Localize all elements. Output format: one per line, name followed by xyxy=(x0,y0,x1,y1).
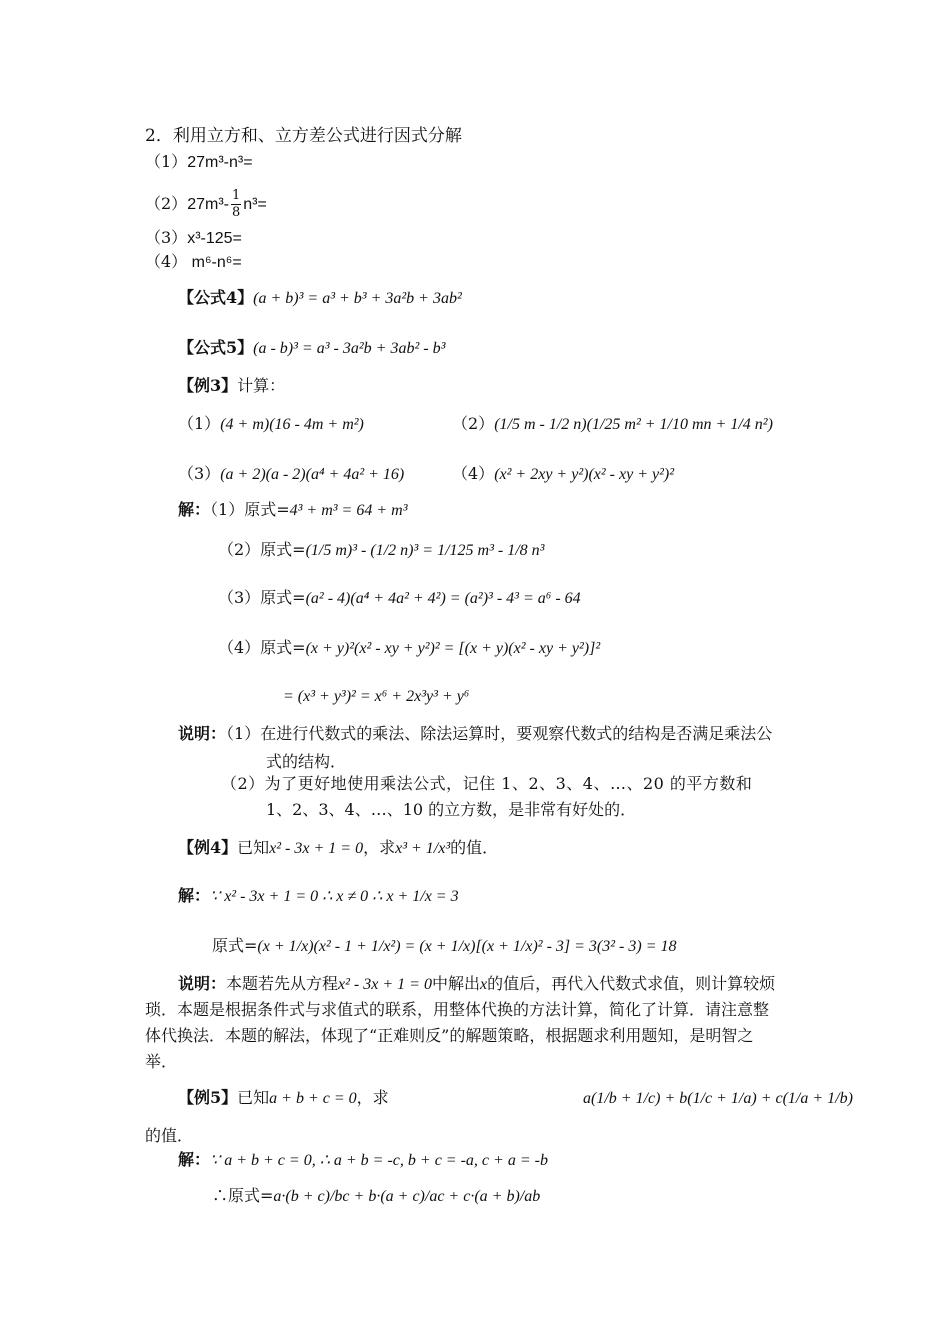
formula-expr: (a - b)³ = a³ - 3a²b + 3ab² - b³ xyxy=(253,340,446,357)
exercise-label: （4） xyxy=(145,252,188,271)
item-label: （4） xyxy=(452,464,495,483)
formula-5 xyxy=(178,338,445,359)
item-expr: (4 + m)(16 - 4m + m²) xyxy=(220,416,364,433)
exercise-3 xyxy=(145,228,242,249)
note-label: 说明： xyxy=(178,724,227,743)
exercise-label: （1） xyxy=(145,152,188,171)
example-5 xyxy=(178,1088,389,1109)
note-1-line-1 xyxy=(178,724,772,744)
example-text: ，求 xyxy=(356,1088,389,1107)
note-text: （1）在进行代数式的乘法、除法运算时，要观察代数式的结构是否满足乘法公 xyxy=(226,724,773,743)
condition-expr: x² - 3x + 1 = 0 xyxy=(269,840,364,857)
example-3-item-2 xyxy=(452,414,773,435)
target-expr: a(1/b + 1/c) + b(1/c + 1/a) + c(1/a + 1/b) xyxy=(583,1090,853,1107)
step-expr: ∵ x² - 3x + 1 = 0 ∴ x ≠ 0 ∴ x + 1/x = 3 xyxy=(210,888,459,905)
item-label: （3） xyxy=(178,464,221,483)
exercise-2 xyxy=(145,188,267,228)
variable: x xyxy=(479,976,488,993)
exercise-expr: m⁶-n⁶= xyxy=(187,254,242,271)
fraction-numerator: 1 xyxy=(231,188,241,203)
step-expr: (x + y)²(x² - xy + y²)² = [(x + y)(x² - xy + y²)]² xyxy=(305,640,601,657)
step-label: （4）原式= xyxy=(218,638,306,657)
example-label: 【例4】 xyxy=(178,838,238,857)
fraction xyxy=(231,188,241,221)
example-text: 的值． xyxy=(450,838,499,857)
formula-label: 【公式5】 xyxy=(178,338,254,357)
step-expr: = (x³ + y³)² = x⁶ + 2x³y³ + y⁶ xyxy=(283,688,470,705)
solution-3-line-1 xyxy=(178,500,408,521)
target-expr: x³ + 1/x³ xyxy=(395,840,451,857)
solution-3-line-5 xyxy=(283,686,469,707)
example-3-item-4 xyxy=(452,464,674,485)
step-label: （2）原式= xyxy=(218,540,306,559)
example-label: 【例5】 xyxy=(178,1088,238,1107)
note-text: 的值后，再代入代数式求值，则计算较烦 xyxy=(487,974,776,993)
step-expr: ∵ a + b + c = 0, ∴ a + b = -c, b + c = -a, c + a = -b xyxy=(210,1152,548,1169)
exercise-expr: 27m³-n³= xyxy=(187,154,253,171)
item-label: （2） xyxy=(452,414,495,433)
note-2-line-1 xyxy=(178,974,775,995)
note-text: 本题若先从方程 xyxy=(226,974,339,993)
note-label: 说明： xyxy=(178,974,227,993)
solution-3-line-4 xyxy=(218,638,600,659)
solution-3-line-2 xyxy=(218,540,544,561)
item-expr: (1/5 m - 1/2 n)(1/25 m² + 1/10 mn + 1/4 n²) xyxy=(494,416,773,433)
note-2-line-3: 体代换法．本题的解法，体现了“正难则反”的解题策略，根据题求利用题知，是明智之 xyxy=(145,1026,754,1045)
example-text: ，求 xyxy=(363,838,396,857)
note-2-line-2: 琐．本题是根据条件式与求值式的联系，用整体代换的方法计算，简化了计算．请注意整 xyxy=(145,1000,770,1019)
example-4 xyxy=(178,838,498,859)
exercise-label: （3） xyxy=(145,228,188,247)
step-expr: (1/5 m)³ - (1/2 n)³ = 1/125 m³ - 1/8 n³ xyxy=(305,542,545,559)
step-label: （3）原式= xyxy=(218,588,306,607)
step-expr: (x + 1/x)(x² - 1 + 1/x²) = (x + 1/x)[(x + 1/x)² - 3] = 3(3² - 3) = 18 xyxy=(257,938,677,955)
note-1-line-3: （2）为了更好地使用乘法公式，记住 1、2、3、4、…、20 的平方数和 xyxy=(221,774,753,793)
solution-5-line-1 xyxy=(178,1150,548,1171)
item-label: （1） xyxy=(178,414,221,433)
item-expr: (x² + 2xy + y²)(x² - xy + y²)² xyxy=(494,466,675,483)
solution-3-line-3 xyxy=(218,588,581,609)
item-expr: (a + 2)(a - 2)(a⁴ + 4a² + 16) xyxy=(220,466,405,483)
exercise-4 xyxy=(145,252,242,273)
equation: x² - 3x + 1 = 0 xyxy=(338,976,432,993)
step-expr: 4³ + m³ = 64 + m³ xyxy=(289,502,408,519)
example-3-heading xyxy=(178,376,285,396)
example-5-target xyxy=(583,1088,853,1109)
solution-4-line-2 xyxy=(212,936,677,957)
example-3-item-3 xyxy=(178,464,404,485)
step-label: 原式= xyxy=(212,936,258,955)
condition-expr: a + b + c = 0 xyxy=(269,1090,357,1107)
step-label: ∴原式= xyxy=(212,1186,274,1205)
example-5-end: 的值． xyxy=(145,1126,194,1145)
note-1-line-4: 1、2、3、4、…、10 的立方数，是非常有好处的． xyxy=(266,800,637,819)
note-2-line-4: 举． xyxy=(145,1052,178,1071)
exercise-1 xyxy=(145,152,253,173)
solution-label: 解： xyxy=(178,886,211,905)
solution-4-line-1 xyxy=(178,886,459,907)
exercise-label: （2） xyxy=(145,194,188,213)
example-text: 计算： xyxy=(237,376,286,395)
section-title: 2．利用立方和、立方差公式进行因式分解 xyxy=(145,126,462,146)
exercise-expr: x³-125= xyxy=(187,230,242,247)
exercise-expr-after: n³= xyxy=(243,196,267,213)
solution-label: 解： xyxy=(178,1150,211,1169)
solution-5-line-2 xyxy=(212,1186,540,1207)
formula-label: 【公式4】 xyxy=(178,288,254,307)
fraction-denominator: 8 xyxy=(231,205,241,220)
step-label: （1）原式= xyxy=(210,500,290,519)
solution-label: 解： xyxy=(178,500,211,519)
example-text: 已知 xyxy=(237,1088,270,1107)
exercise-expr-before: 27m³- xyxy=(187,196,229,213)
step-expr: (a² - 4)(a⁴ + 4a² + 4²) = (a²)³ - 4³ = a⁶ - 64 xyxy=(305,590,581,607)
note-1-line-2: 式的结构． xyxy=(266,752,347,771)
example-3-item-1 xyxy=(178,414,364,435)
step-expr: a·(b + c)/bc + b·(a + c)/ac + c·(a + b)/ab xyxy=(273,1188,541,1205)
example-label: 【例3】 xyxy=(178,376,238,395)
formula-expr: (a + b)³ = a³ + b³ + 3a²b + 3ab² xyxy=(253,290,462,307)
formula-4 xyxy=(178,288,462,309)
example-text: 已知 xyxy=(237,838,270,857)
note-text: 中解出 xyxy=(431,974,480,993)
